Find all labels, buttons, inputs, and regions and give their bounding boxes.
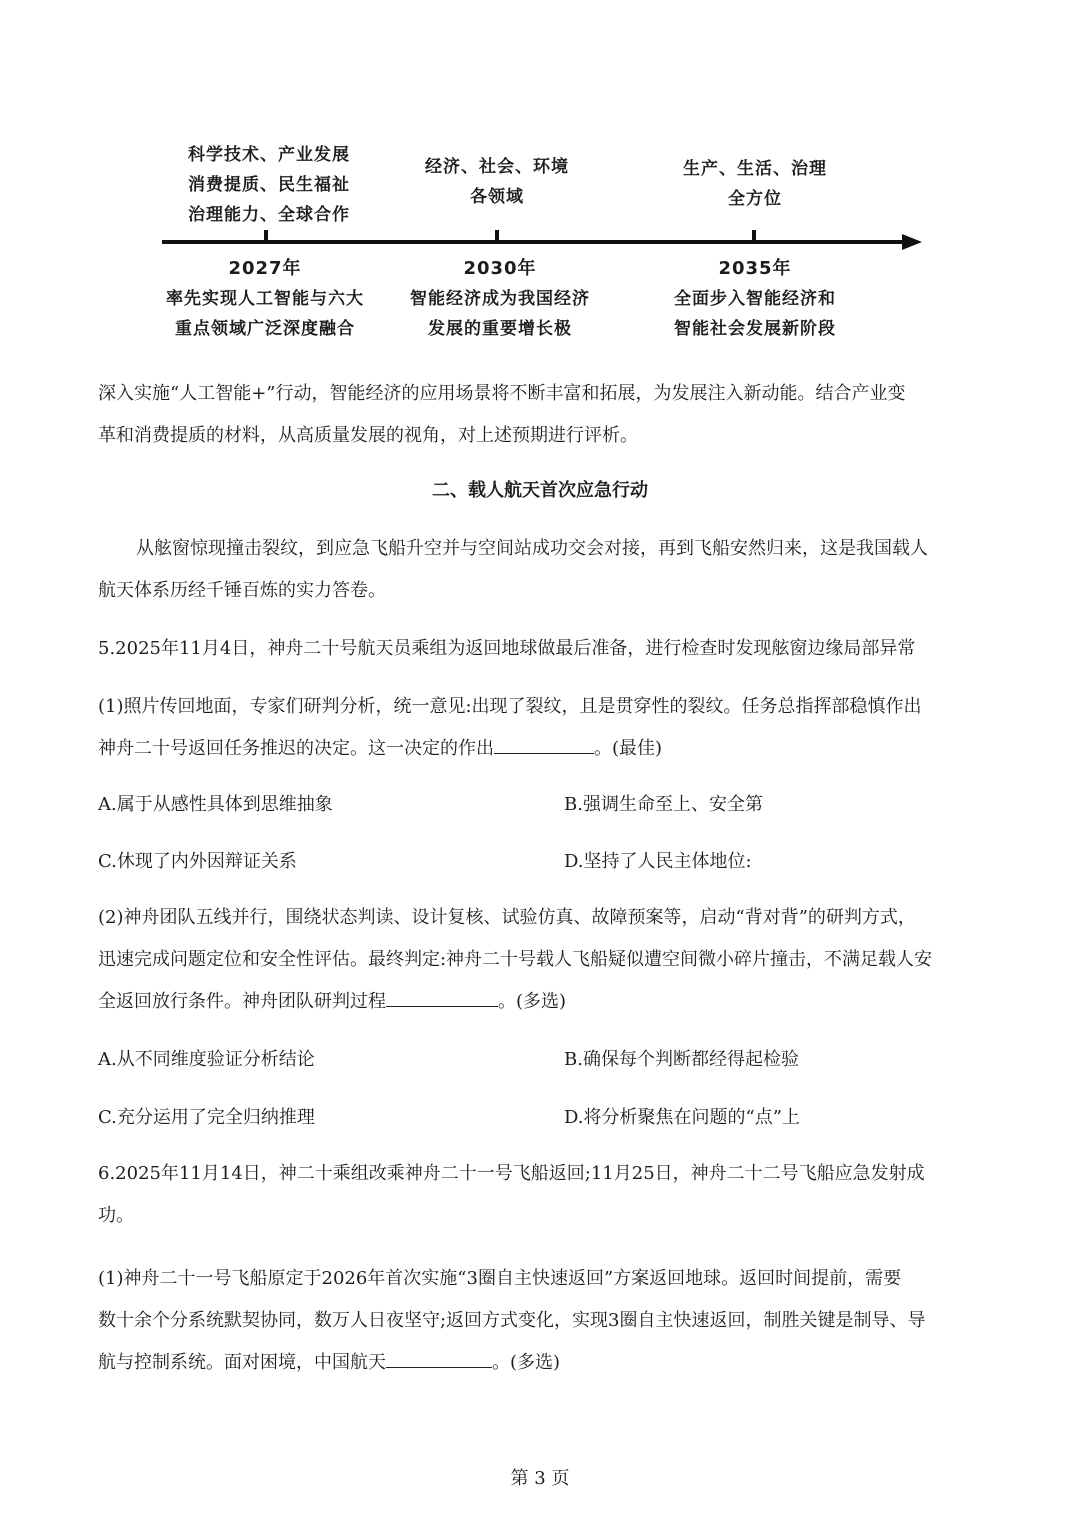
section-2-lead [98, 528, 982, 612]
page-number: 第 3 页 [510, 1468, 570, 1489]
timeline-2027-bottom-line-2: 重点领域广泛深度融合 [175, 319, 355, 339]
section-2-heading: 二、载人航天首次应急行动 [432, 480, 648, 501]
timeline-tick-2027 [264, 230, 268, 242]
timeline-2030-bottom [400, 254, 600, 344]
timeline-2035-bottom-line-2: 智能社会发展新阶段 [674, 319, 836, 339]
q5-part2-line-2: 迅速完成问题定位和安全性评估。最终判定:神舟二十号载人飞船疑似遭空间微小碎片撞击，不满足载人安 [98, 949, 933, 970]
lead-line-2: 航天体系历经千锤百炼的实力答卷。 [98, 580, 386, 601]
q6-stem-line-1: 6.2025年11月14日，神二十乘组改乘神舟二十一号飞船返回;11月25日，神舟二十二号飞船应急发射成 [98, 1163, 925, 1184]
q6-part1-answer-blank[interactable] [386, 1366, 492, 1368]
q5-part1-option-b[interactable]: B.强调生命至上、安全第 [564, 794, 763, 815]
q5-part1-option-c[interactable]: C.休现了内外因辩证关系 [98, 851, 297, 872]
q5-part2-line-1: (2)神舟团队五线并行，围绕状态判读、设计复核、试验仿真、故障预案等，启动“背对背”的研判方式， [98, 907, 916, 928]
q5-part1-answer-blank[interactable] [494, 752, 594, 754]
q5-part1-line-2 [98, 728, 982, 770]
timeline-year-2027: 2027年 [228, 258, 302, 279]
q6-part1-line-1: (1)神舟二十一号飞船原定于2026年首次实施“3圈自主快速返回”方案返回地球。返回时间提前，需要 [98, 1268, 902, 1289]
q5-part2-line-3 [98, 981, 982, 1023]
timeline-2027-top [188, 140, 348, 230]
timeline-year-2030: 2030年 [463, 258, 537, 279]
q6-part1 [98, 1258, 982, 1384]
q6-part1-line-3-suffix: 。(多选) [492, 1352, 561, 1373]
q5-part2-option-c[interactable]: C.充分运用了完全归纳推理 [98, 1107, 315, 1128]
timeline-2030-top-line-2: 各领域 [470, 187, 524, 207]
q5-part1 [98, 686, 982, 770]
q5-part2-option-a[interactable]: A.从不同维度验证分析结论 [98, 1049, 315, 1070]
timeline-arrow-icon [902, 234, 922, 250]
intro-line-2: 革和消费提质的材料，从高质量发展的视角，对上述预期进行评析。 [98, 425, 638, 446]
q5-part2-option-d[interactable]: D.将分析聚焦在问题的“点”上 [564, 1107, 800, 1128]
q6-stem [98, 1153, 982, 1237]
timeline-2027-top-line-1: 科学技术、产业发展 [188, 145, 350, 165]
timeline-tick-2030 [495, 230, 499, 242]
q5-part2-answer-blank[interactable] [386, 1005, 498, 1007]
timeline-2035-top-line-2: 全方位 [728, 189, 782, 209]
timeline-2030-top [412, 152, 582, 212]
timeline-2027-bottom [160, 254, 370, 344]
q6-part1-line-2: 数十余个分系统默契协同，数万人日夜坚守;返回方式变化，实现3圈自主快速返回，制胜关键是制导、导 [98, 1310, 926, 1331]
lead-line-1: 从舷窗惊现撞击裂纹，到应急飞船升空并与空间站成功交会对接，再到飞船安然归来，这是我国载人 [136, 538, 928, 559]
timeline-2027-top-line-3: 治理能力、全球合作 [188, 205, 350, 225]
intro-paragraph [98, 373, 982, 457]
timeline-tick-2035 [752, 230, 756, 242]
timeline-2030-bottom-line-1: 智能经济成为我国经济 [410, 289, 590, 309]
q5-part1-line-1: (1)照片传回地面，专家们研判分析，统一意见:出现了裂纹，且是贯穿性的裂纹。任务总指挥部稳慎作出 [98, 696, 922, 717]
timeline-2035-bottom-line-1: 全面步入智能经济和 [674, 289, 836, 309]
q5-part2-line-3-suffix: 。(多选) [498, 991, 567, 1012]
q6-stem-line-2: 功。 [98, 1205, 134, 1226]
timeline-2035-top [670, 154, 840, 214]
q5-part2-line-3-text: 全返回放行条件。神舟团队研判过程 [98, 991, 386, 1012]
q5-part2 [98, 897, 982, 1023]
timeline-2027-bottom-line-1: 率先实现人工智能与六大 [166, 289, 364, 309]
timeline-figure [0, 0, 1080, 370]
q5-part1-line-2-suffix: 。(最佳) [594, 738, 663, 759]
intro-line-1: 深入实施“人工智能+”行动，智能经济的应用场景将不断丰富和拓展，为发展注入新动能。结合产业变 [98, 383, 906, 404]
q5-stem: 5.2025年11月4日，神舟二十号航天员乘组为返回地球做最后准备，进行检查时发现舷窗边缘局部异常 [98, 638, 916, 659]
timeline-2027-top-line-2: 消费提质、民生福祉 [188, 175, 350, 195]
q6-part1-line-3 [98, 1342, 982, 1384]
timeline-2035-bottom [660, 254, 850, 344]
timeline-year-2035: 2035年 [718, 258, 792, 279]
timeline-2030-bottom-line-2: 发展的重要增长极 [428, 319, 572, 339]
q5-part1-option-a[interactable]: A.属于从感性具体到思维抽象 [98, 794, 333, 815]
timeline-2030-top-line-1: 经济、社会、环境 [425, 157, 569, 177]
q5-part2-option-b[interactable]: B.确保每个判断都经得起检验 [564, 1049, 799, 1070]
timeline-2035-top-line-1: 生产、生活、治理 [683, 159, 827, 179]
q5-part1-option-d[interactable]: D.坚持了人民主体地位: [564, 851, 752, 872]
q5-part1-line-2-text: 神舟二十号返回任务推迟的决定。这一决定的作出 [98, 738, 494, 759]
q6-part1-line-3-text: 航与控制系统。面对困境，中国航天 [98, 1352, 386, 1373]
timeline-axis [162, 240, 910, 244]
